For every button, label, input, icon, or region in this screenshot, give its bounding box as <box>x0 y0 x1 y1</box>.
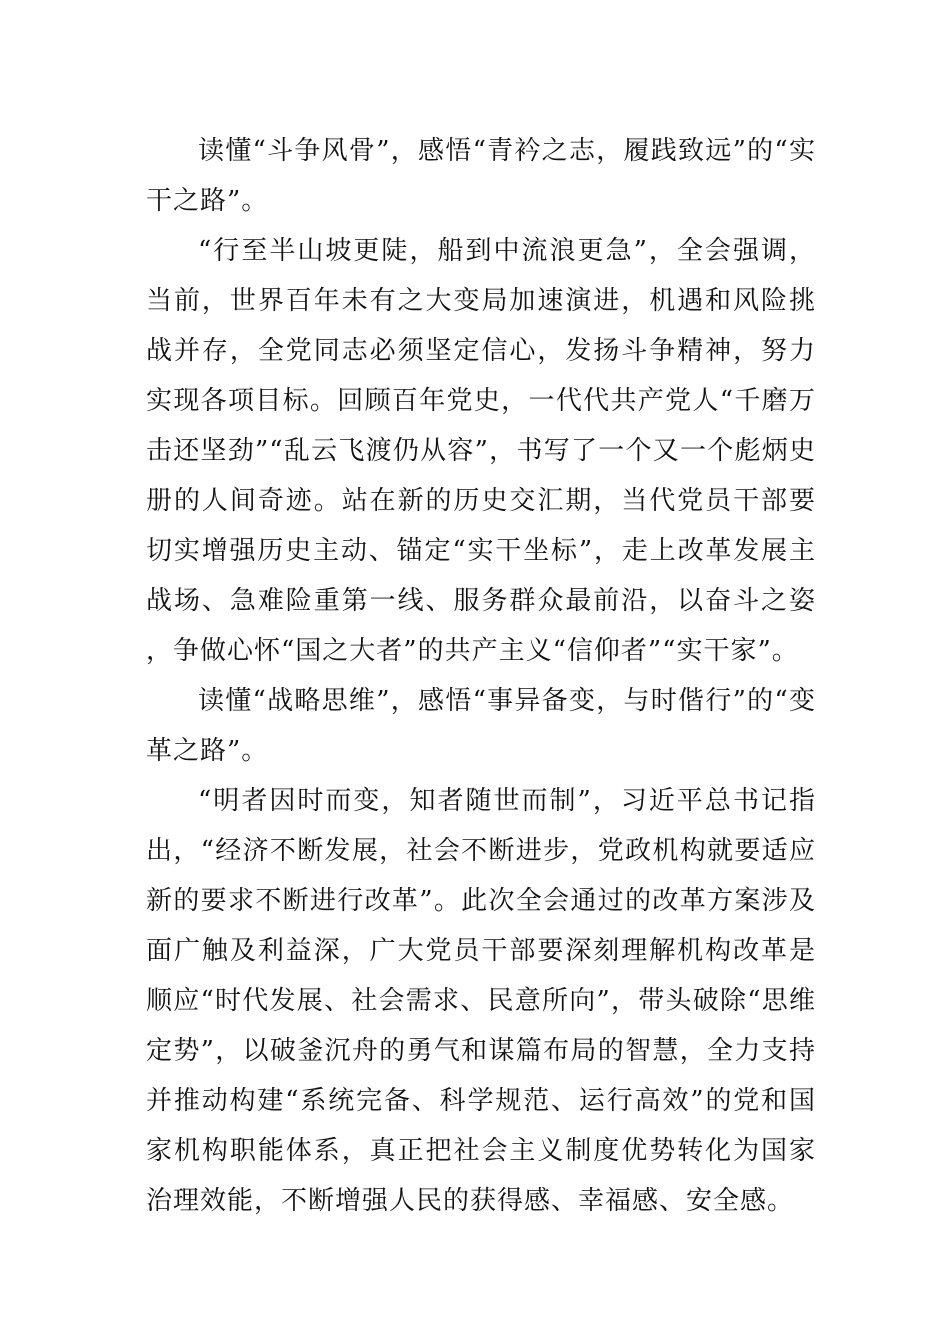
document-page <box>146 126 816 1226</box>
paragraph-body-strategy: “明者因时而变，知者随世而制”，习近平总书记指出，“经济不断发展，社会不断进步，党政机构就要适应新的要求不断进行改革”。此次全会通过的改革方案涉及面广触及利益深，广大党员干部要深刻理解机构改革是顺应“时代发展、社会需求、民意所向”，带头破除“思维定势”，以破釜沉舟的勇气和谋篇布局的智慧，全力支持并推动构建“系统完备、科学规范、运行高效”的党和国家机构职能体系，真正把社会主义制度优势转化为国家治理效能，不断增强人民的获得感、幸福感、安全感。 <box>146 786 816 1216</box>
paragraph-heading-struggle: 读懂“斗争风骨”，感悟“青衿之志，履践致远”的“实干之路”。 <box>146 136 816 216</box>
paragraph-body-struggle: “行至半山坡更陡，船到中流浪更急”，全会强调，当前，世界百年未有之大变局加速演进，机遇和风险挑战并存，全党同志必须坚定信心，发扬斗争精神，努力实现各项目标。回顾百年党史，一代代共产党人“千磨万击还坚劲”“乱云飞渡仍从容”，书写了一个又一个彪炳史册的人间奇迹。站在新的历史交汇期，当代党员干部要切实增强历史主动、锚定“实干坐标”，走上改革发展主战场、急难险重第一线、服务群众最前沿，以奋斗之姿，争做心怀“国之大者”的共产主义“信仰者”“实干家”。 <box>146 236 816 666</box>
paragraph-heading-strategy: 读懂“战略思维”，感悟“事异备变，与时偕行”的“变革之路”。 <box>146 686 816 766</box>
